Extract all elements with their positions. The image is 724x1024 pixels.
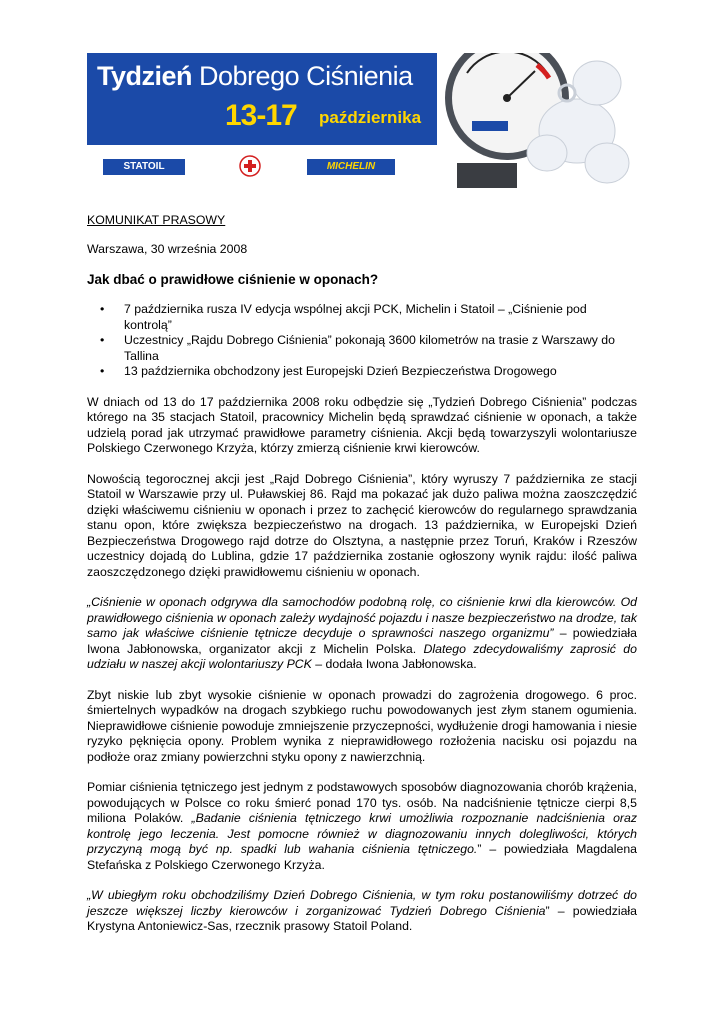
press-release-heading: Jak dbać o prawidłowe ciśnienie w oponach?	[87, 272, 379, 287]
list-item: • 7 października rusza IV edycja wspólnej akcji PCK, Michelin i Statoil – „Ciśnienie pod kontrolą”	[124, 302, 637, 333]
pressure-gauge-mascot-image	[437, 53, 637, 188]
attribution-text: ” – powiedziała Krystyna Antoniewicz-Sas, rzecznik prasowy Statoil Poland.	[87, 903, 637, 933]
red-cross-logo	[239, 155, 261, 177]
paragraph-intro: W dniach od 13 do 17 października 2008 roku odbędzie się „Tydzień Dobrego Ciśnienia” podczas którego na 35 stacjach Statoil, pracownicy Michelin będą sprawdzać ciśnienie w oponach, a także udzielą porad jak utrzymać prawidłowe parametry ciśnienia. Akcji będą towarzyszyli wolontariusze Polskiego Czerwonego Krzyża, którzy zmierzą ciśnienie krwi kierowców.	[87, 394, 637, 455]
banner-title-light: Dobrego Ciśnienia	[199, 61, 413, 91]
body-text: Pomiar ciśnienia tętniczego jest jednym z podstawowych sposobów diagnozowania chorób krążenia, powodujących w Polsce co roku śmierć ponad 170 tys. osób. Na nadciśnienie tętnicze cierpi 8,5 miliona Polaków.	[87, 780, 637, 825]
quote-text: Dlatego zdecydowaliśmy zaprosić do udziału w naszej akcji wolontariuszy PCK	[87, 641, 637, 671]
place-date: Warszawa, 30 września 2008	[87, 241, 248, 256]
quote-text: „Ciśnienie w oponach odgrywa dla samochodów podobną rolę, co ciśnienie krwi dla kierowców. Od prawidłowego ciśnienia w oponach zależy wydajność pojazdu i nasze bezpieczeństwo na drodze, tak samo jak właściwe ciśnienie tętnicze decyduje o sprawności naszego organizmu”	[87, 595, 637, 640]
banner-title	[97, 61, 413, 92]
michelin-logo: MICHELIN	[307, 159, 395, 175]
press-release-label: KOMUNIKAT PRASOWY	[87, 213, 226, 227]
paragraph-blood-pressure	[87, 780, 637, 873]
banner-title-bold: Tydzień	[97, 61, 193, 91]
quote-text: „W ubiegłym roku obchodziliśmy Dzień Dobrego Ciśnienia, w tym roku postanowiliśmy dotrzeć do jeszcze większej liczby kierowców i zorganizować Tydzień Dobrego Ciśnienia	[87, 888, 637, 918]
attribution-text: – dodała Iwona Jabłonowska.	[311, 657, 477, 671]
statoil-logo: STATOIL	[103, 159, 185, 175]
paragraph-rally: Nowością tegorocznej akcji jest „Rajd Dobrego Ciśnienia”, który wyruszy 7 października ze stacji Statoil w Warszawie przy ul. Puławskiej 86. Rajd ma pokazać jak dużo paliwa można zaoszczędzić dzięki właściwemu ciśnieniu w oponach i przez to zachęcić kierowców do regularnego sprawdzania stanu opon, które zwiększa bezpieczeństwo na drogach. 13 października, w Europejski Dzień Bezpieczeństwa Drogowego rajd dotrze do Olsztyna, a następnie przez Toruń, Kraków i Rzeszów uczestnicy dojadą do Lublina, gdzie 17 października zostanie ogłoszony wynik rajdu: ilość paliwa zaoszczędzonego dzięki prawidłowemu ciśnieniu w oponach.	[87, 471, 637, 579]
banner-month: października	[319, 108, 422, 127]
list-item: • Uczestnicy „Rajdu Dobrego Ciśnienia” pokonają 3600 kilometrów na trasie z Warszawy do Tallina	[124, 333, 637, 364]
press-release-body	[87, 213, 637, 935]
quote-text: „Badanie ciśnienia tętniczego krwi umożliwia rozpoznanie nadciśnienia oraz kontrolę jego leczenia. Jest pomocne również w diagnozowaniu innych dolegliwości, których przyczyną mogą być np. spadki lub wahania ciśnienia tętniczego.	[87, 811, 637, 856]
attribution-text: – powiedziała Iwona Jabłonowska, organizator akcji z Michelin Polska.	[87, 626, 637, 656]
attribution-text: ” – powiedziała Magdalena Stefańska z Polskiego Czerwonego Krzyża.	[87, 842, 637, 872]
paragraph-quote-michelin	[87, 595, 637, 673]
paragraph-risks: Zbyt niskie lub zbyt wysokie ciśnienie w oponach prowadzi do zagrożenia drogowego. 6 proc. śmiertelnych wypadków na drogach szybkiego ruchu powodowanych jest złym stanem ogumienia. Nieprawidłowe ciśnienie powoduje zmniejszenie przyczepności, wydłużenie drogi hamowania i niesie ryzyko pęknięcia opony. Problem wynika z nieprawidłowego rozłożenia nacisku osi pojazdu na podłoże oraz zmiany powierzchni styku opony z nawierzchnią.	[87, 687, 637, 764]
event-banner	[87, 53, 637, 188]
list-item: • 13 października obchodzony jest Europejski Dzień Bezpieczeństwa Drogowego	[124, 364, 637, 380]
paragraph-quote-statoil	[87, 888, 637, 935]
banner-dates: 13-17	[225, 99, 297, 132]
key-points-list	[87, 302, 637, 380]
